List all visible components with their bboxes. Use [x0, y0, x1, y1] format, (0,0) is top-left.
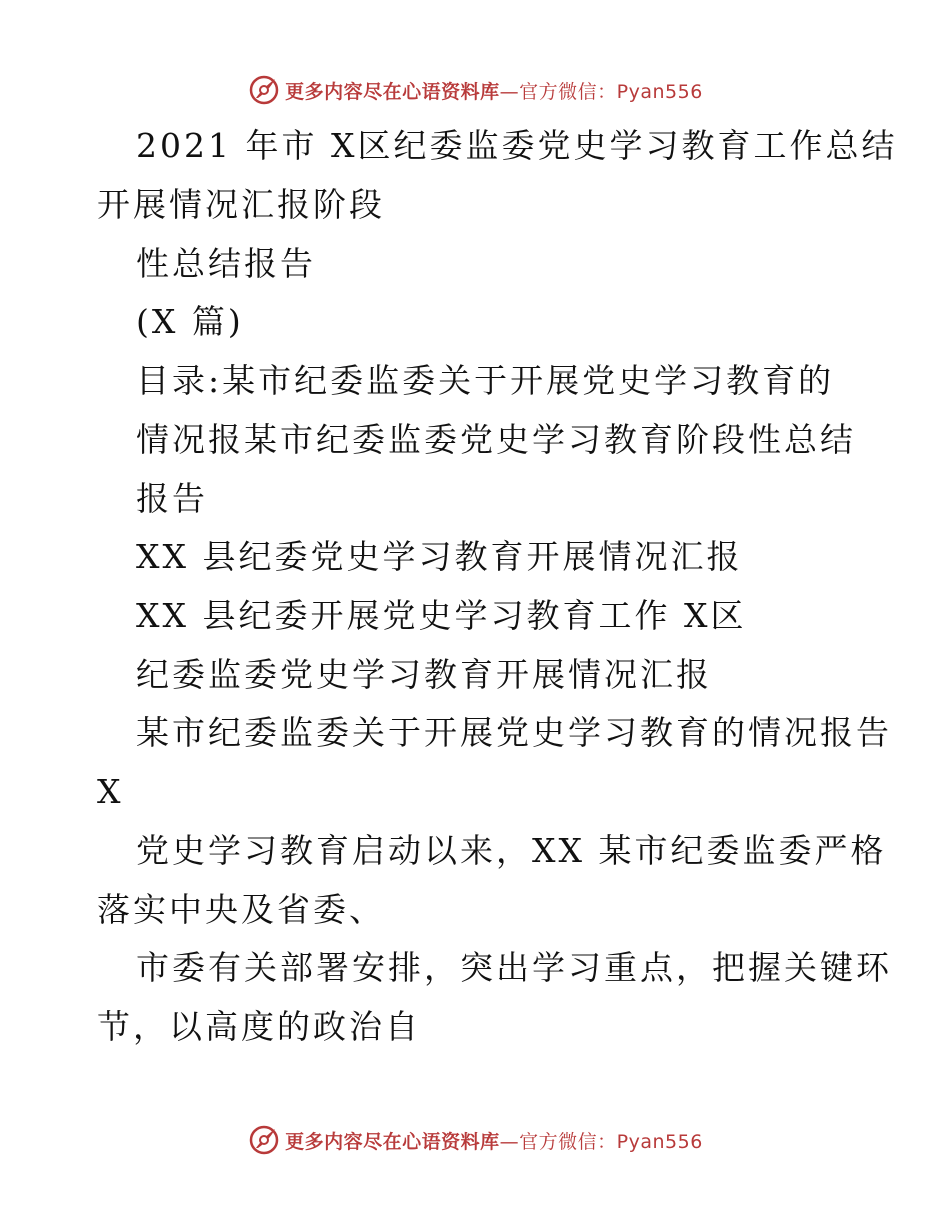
- banner-separator: —: [499, 80, 520, 103]
- section-heading-cont: X: [97, 772, 124, 811]
- banner-site-text: 更多内容尽在心语资料库: [285, 1130, 500, 1153]
- title-line-1: 2021 年市 X区纪委监委党史学习教育工作总结: [136, 126, 898, 165]
- body-line-3: 市委有关部署安排，突出学习重点，把握关键环: [136, 948, 892, 987]
- quill-logo-icon: [247, 1123, 281, 1157]
- toc-line-1: 目录:某市纪委监委关于开展党史学习教育的: [136, 361, 835, 400]
- body-line-4: 节，以高度的政治自: [97, 1007, 421, 1046]
- body-line-2: 落实中央及省委、: [97, 890, 385, 929]
- title-line-3: 性总结报告: [136, 244, 316, 283]
- title-count: (X 篇): [136, 302, 244, 341]
- banner-site-text: 更多内容尽在心语资料库: [285, 80, 500, 103]
- toc-line-3: 报告: [136, 479, 208, 518]
- footer-watermark-banner: [0, 1120, 950, 1160]
- banner-wechat-text: 官方微信：Pyan556: [519, 80, 703, 103]
- banner-separator: —: [499, 1130, 520, 1153]
- body-line-1: 党史学习教育启动以来，XX 某市纪委监委严格: [136, 831, 887, 870]
- toc-line-2: 情况报某市纪委监委党史学习教育阶段性总结: [136, 420, 856, 459]
- toc-line-5: XX 县纪委开展党史学习教育工作 X区: [136, 596, 747, 635]
- banner-wechat-text: 官方微信：Pyan556: [519, 1130, 703, 1153]
- title-line-2: 开展情况汇报阶段: [97, 185, 385, 224]
- section-heading: 某市纪委监委关于开展党史学习教育的情况报告: [136, 713, 892, 752]
- toc-line-4: XX 县纪委党史学习教育开展情况汇报: [136, 537, 743, 576]
- toc-line-6: 纪委监委党史学习教育开展情况汇报: [136, 655, 712, 694]
